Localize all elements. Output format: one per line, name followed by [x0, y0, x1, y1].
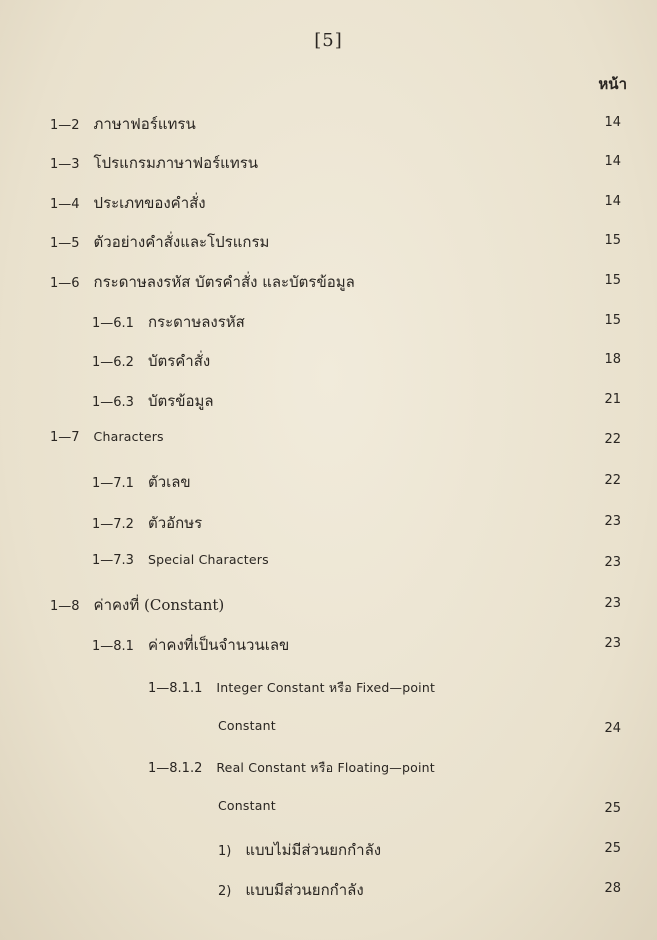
entry-number: 1—7.3: [92, 553, 134, 568]
entry-number: 2): [218, 884, 232, 899]
entry-number: 1—6.2: [92, 355, 134, 370]
entry-page: 24: [604, 721, 621, 736]
entry-page: 15: [604, 313, 621, 328]
toc-entry: [92, 511, 202, 535]
entry-page: 14: [604, 115, 621, 130]
entry-number: 1—8.1.2: [148, 761, 203, 776]
entry-title: ค่าคงที่เป็นจำนวนเลข: [147, 636, 290, 654]
entry-page: 25: [604, 841, 621, 856]
entry-title: Characters: [93, 429, 164, 444]
entry-title: แบบมีส่วนยกกำลัง: [245, 881, 364, 899]
toc-entry: [50, 429, 164, 453]
entry-number: 1—6: [50, 276, 80, 291]
entry-number: 1—7.2: [92, 517, 134, 532]
entry-title: Special Characters: [147, 552, 269, 567]
entry-title: ประเภทของคำสั่ง: [93, 194, 206, 212]
toc-entry: [50, 270, 355, 294]
entry-page: 22: [604, 473, 621, 488]
toc-entry: [50, 151, 258, 175]
entry-number: 1—6.1: [92, 316, 134, 331]
entry-title: บัตรคำสั่ง: [147, 352, 211, 370]
entry-number: 1): [218, 844, 232, 859]
entry-number: 1—8: [50, 599, 80, 614]
entry-title: โปรแกรมภาษาฟอร์แทรน: [93, 154, 259, 172]
entry-page: 15: [604, 233, 621, 248]
entry-title: บัตรข้อมูล: [147, 392, 214, 410]
toc-entry: [92, 310, 245, 334]
entry-page: 15: [604, 273, 621, 288]
entry-number: 1—4: [50, 197, 80, 212]
entry-page: 14: [604, 194, 621, 209]
toc-entry: [218, 838, 381, 862]
entry-title: กระดาษลงรหัส บัตรคำสั่ง และบัตรข้อมูล: [93, 273, 355, 291]
entry-page: 25: [604, 801, 621, 816]
page-number: [5]: [314, 30, 343, 51]
entry-title: กระดาษลงรหัส: [147, 313, 245, 331]
entry-page: 18: [604, 352, 621, 367]
entry-title: ตัวเลข: [147, 473, 191, 491]
entry-page: 28: [604, 881, 621, 896]
entry-number: 1—8.1.1: [148, 681, 203, 696]
toc-entry: [50, 230, 269, 254]
entry-number: 1—7: [50, 430, 80, 445]
entry-title: ตัวอักษร: [147, 514, 203, 532]
toc-entry-continuation: [218, 718, 276, 742]
toc-entry: [148, 758, 435, 782]
toc-entry: [92, 470, 191, 494]
entry-page: 21: [604, 392, 621, 407]
entry-number: 1—5: [50, 236, 80, 251]
entry-page: 23: [604, 636, 621, 651]
page-column-header: หน้า: [598, 75, 627, 93]
entry-title: ตัวอย่างคำสั่งและโปรแกรม: [93, 233, 270, 251]
entry-page: 23: [604, 514, 621, 529]
toc-entry: [50, 191, 206, 215]
entry-title: Constant: [218, 718, 276, 733]
toc-entry: [218, 878, 364, 902]
entry-number: 1—2: [50, 118, 80, 133]
entry-page: 22: [604, 432, 621, 447]
entry-number: 1—6.3: [92, 395, 134, 410]
entry-title: ค่าคงที่ (Constant): [93, 596, 225, 614]
entry-title: ภาษาฟอร์แทรน: [93, 115, 196, 133]
toc-entry: [92, 349, 210, 373]
entry-title: แบบไม่มีส่วนยกกำลัง: [245, 841, 382, 859]
toc-entry: [148, 678, 435, 702]
entry-number: 1—3: [50, 157, 80, 172]
toc-entry: [50, 112, 196, 136]
entry-title: Constant: [218, 798, 276, 813]
toc-entry: [92, 552, 269, 576]
toc-entry: [50, 593, 224, 617]
entry-number: 1—7.1: [92, 476, 134, 491]
entry-page: 23: [604, 596, 621, 611]
entry-page: 14: [604, 154, 621, 169]
toc-entry: [92, 633, 289, 657]
entry-title: Real Constant หรือ Floating—point: [216, 760, 435, 775]
toc-entry: [92, 389, 214, 413]
entry-title: Integer Constant หรือ Fixed—point: [216, 680, 436, 695]
toc-entry-continuation: [218, 798, 276, 822]
entry-page: 23: [604, 555, 621, 570]
entry-number: 1—8.1: [92, 639, 134, 654]
